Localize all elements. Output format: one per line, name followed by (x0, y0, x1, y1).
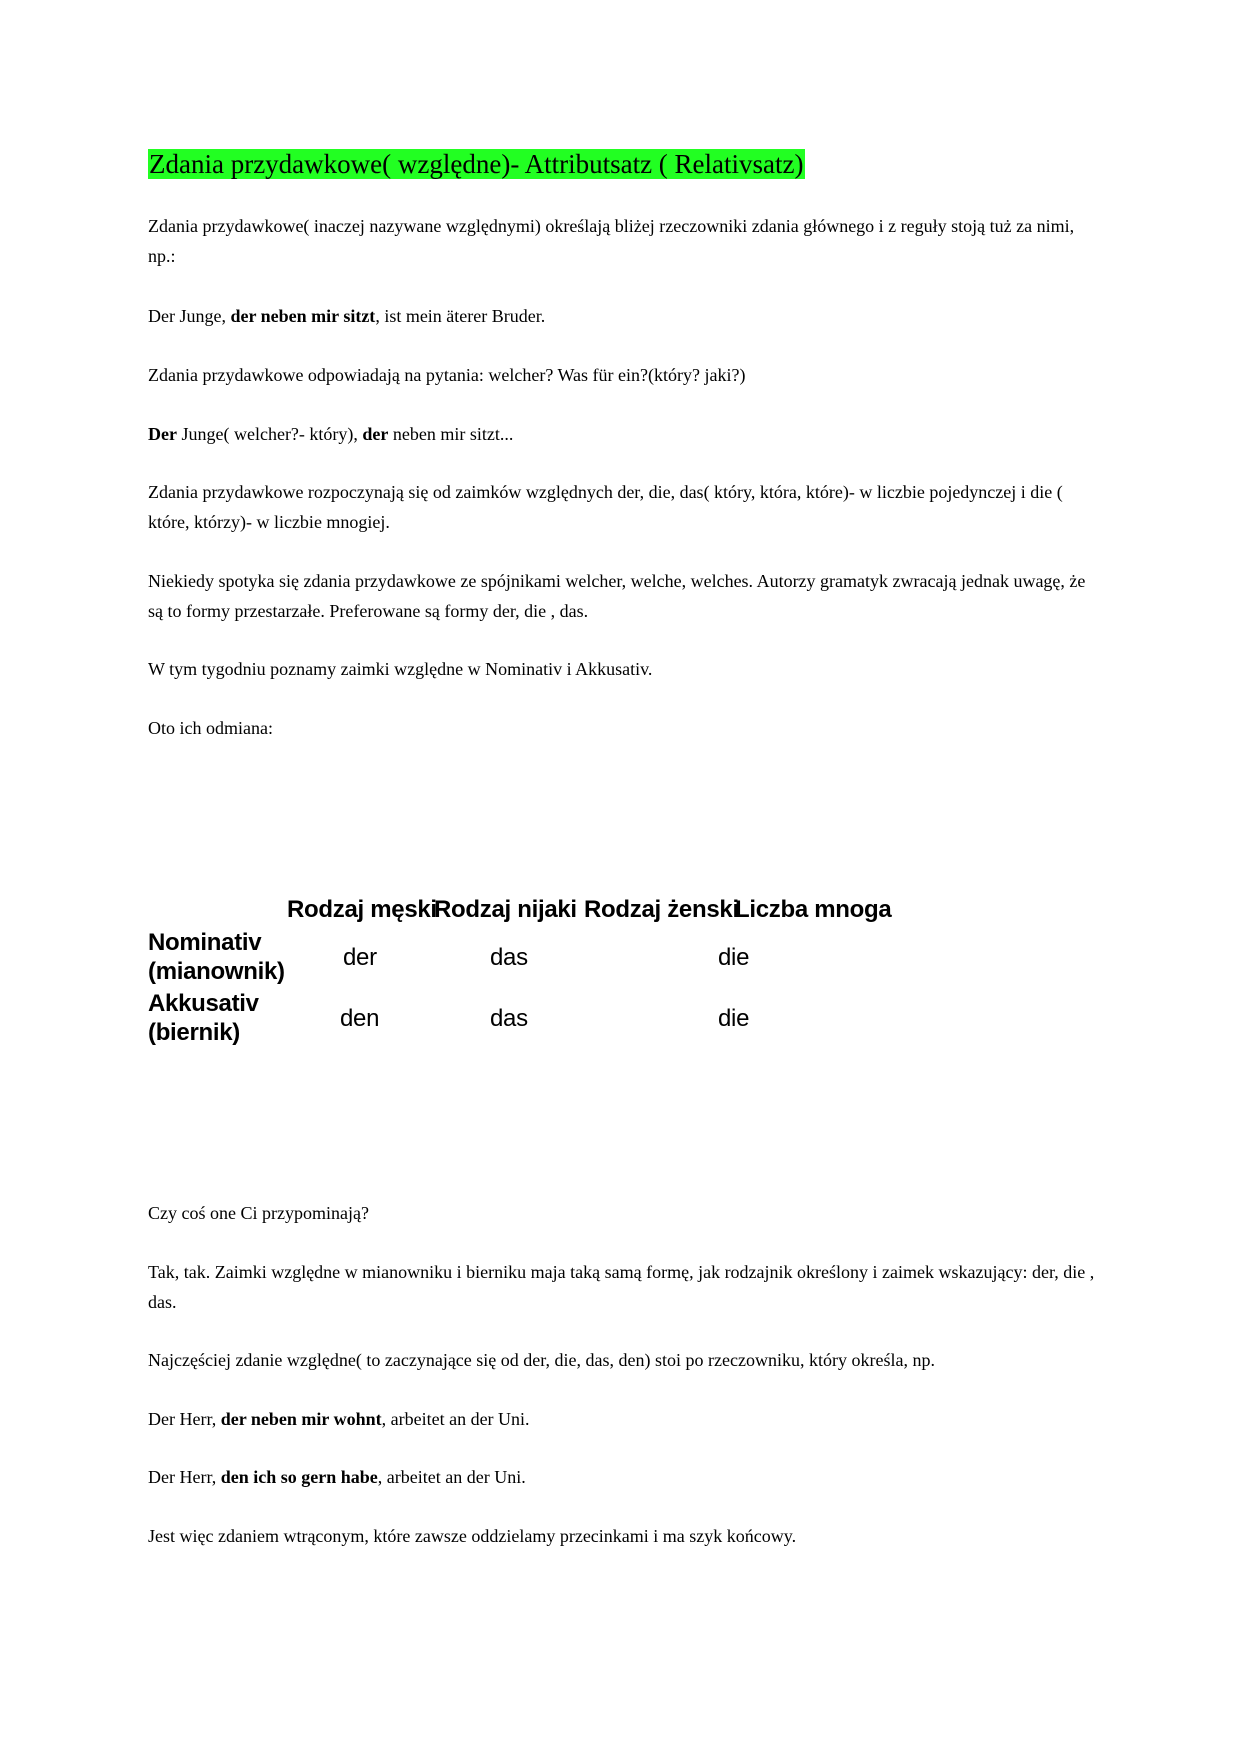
text-run: Zdania przydawkowe odpowiadają na pytania: welcher? Was für ein?(który? jaki?) (148, 365, 746, 385)
row-label-line: Akkusativ (148, 990, 259, 1017)
paragraph-declension (148, 713, 1098, 743)
table-cell: das (490, 944, 528, 971)
example-sentence-2 (148, 1404, 1098, 1434)
row-label-line: (biernik) (148, 1019, 240, 1046)
text-run: Niekiedy spotyka się zdania przydawkowe ze spójnikami welcher, welche, welches. Autorzy gramatyk zwracają jednak uwagę, że są to formy przestarzałe. Preferowane są formy der, die , das. (148, 571, 1086, 621)
text-run: Oto ich odmiana: (148, 718, 273, 738)
text-run: Tak, tak. Zaimki względne w mianowniku i bierniku maja taką samą formę, jak rodzajnik określony i zaimek wskazujący: der, die , das. (148, 1262, 1095, 1312)
text-run: Jest więc zdaniem wtrąconym, które zawsze oddzielamy przecinkami i ma szyk końcowy. (148, 1526, 797, 1546)
paragraph-intro (148, 211, 1098, 271)
paragraph-questions (148, 360, 1098, 390)
row-label-line: Nominativ (148, 929, 262, 956)
bold-text-run: der (362, 424, 389, 444)
text-run: Najczęściej zdanie względne( to zaczynające się od der, die, das, den) stoi po rzeczowniku, który określa, np. (148, 1350, 935, 1370)
table-cell: die (718, 944, 750, 971)
row-label-nominativ (148, 928, 285, 986)
table-cell: die (718, 1005, 750, 1032)
text-run: Zdania przydawkowe( inaczej nazywane względnymi) określają bliżej rzeczowniki zdania głównego i z reguły stoją tuż za nimi, np.: (148, 216, 1075, 266)
table-cell: der (343, 944, 377, 971)
example-sentence-3 (148, 1462, 1098, 1492)
bold-text-run: Der (148, 424, 177, 444)
paragraph-welcher (148, 566, 1098, 626)
page-title (148, 145, 805, 183)
column-header-feminine: Rodzaj żenski (584, 896, 739, 923)
paragraph-answer (148, 1257, 1098, 1317)
page-title-text: Zdania przydawkowe( względne)- Attributsatz ( Relativsatz) (149, 149, 804, 179)
bold-text-run: der neben mir sitzt (230, 306, 376, 326)
example-question (148, 419, 1098, 449)
text-run: , arbeitet an der Uni. (381, 1409, 530, 1429)
row-label-akkusativ (148, 989, 259, 1047)
paragraph-conclusion (148, 1521, 1098, 1551)
text-run: , arbeitet an der Uni. (377, 1467, 526, 1487)
text-run: Der Herr, (148, 1467, 221, 1487)
text-run: W tym tygodniu poznamy zaimki względne w Nominativ i Akkusativ. (148, 659, 653, 679)
text-run: Der Herr, (148, 1409, 221, 1429)
text-run: Junge( welcher?- który), (176, 424, 363, 444)
column-header-neuter: Rodzaj nijaki (434, 896, 577, 923)
text-run: Czy coś one Ci przypominają? (148, 1203, 369, 1223)
column-header-masculine: Rodzaj męski (287, 896, 437, 923)
bold-text-run: den ich so gern habe (220, 1467, 378, 1487)
table-cell: das (490, 1005, 528, 1032)
row-label-line: (mianownik) (148, 958, 285, 985)
paragraph-this-week (148, 654, 1098, 684)
paragraph-position (148, 1345, 1098, 1375)
text-run: neben mir sitzt... (388, 424, 514, 444)
paragraph-pronouns (148, 477, 1098, 537)
paragraph-reminder (148, 1198, 1098, 1228)
text-run: , ist mein äterer Bruder. (375, 306, 546, 326)
text-run: Der Junge, (148, 306, 231, 326)
table-cell: den (340, 1005, 380, 1032)
column-header-plural: Liczba mnoga (735, 896, 892, 923)
bold-text-run: der neben mir wohnt (220, 1409, 382, 1429)
text-run: Zdania przydawkowe rozpoczynają się od zaimków względnych der, die, das( który, która, które)- w liczbie pojedynczej i die ( które, którzy)- w liczbie mnogiej. (148, 482, 1063, 532)
example-sentence-1 (148, 301, 1098, 331)
